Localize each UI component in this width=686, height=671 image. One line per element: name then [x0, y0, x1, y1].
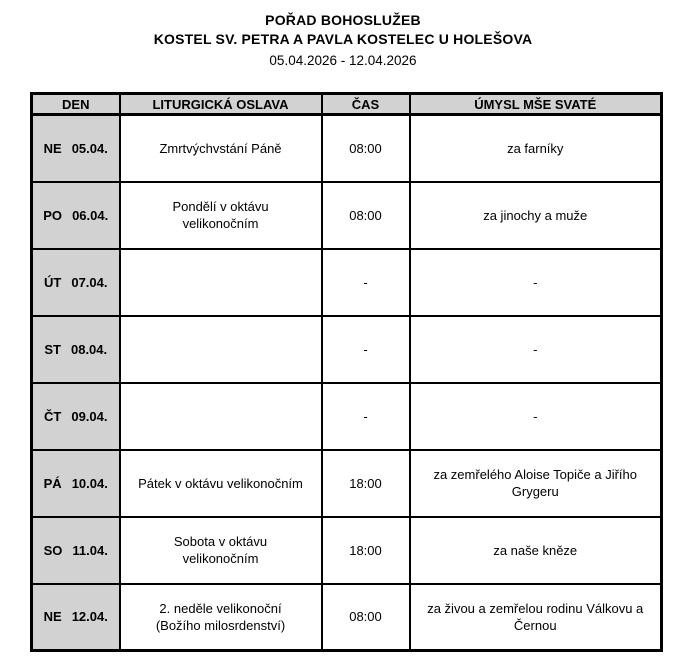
celebration-cell — [120, 249, 322, 316]
day-cell — [32, 517, 120, 584]
day-date: 08.04. — [70, 341, 108, 357]
intention-cell: za zemřelého Aloise Topiče a Jiřího Grygeru — [410, 450, 662, 517]
day-cell — [32, 383, 120, 450]
table-row — [32, 249, 662, 316]
intention-cell: za naše kněze — [410, 517, 662, 584]
celebration-cell: Pondělí v oktávu velikonočním — [120, 182, 322, 249]
day-cell — [32, 584, 120, 651]
day-date: 11.04. — [72, 542, 108, 558]
day-abbr: NE — [43, 140, 62, 156]
table-row — [32, 182, 662, 249]
day-cell — [32, 316, 120, 383]
day-date: 09.04. — [71, 408, 108, 424]
day-abbr: ST — [44, 341, 61, 357]
table-row — [32, 517, 662, 584]
time-cell: - — [322, 316, 410, 383]
celebration-cell: Zmrtvýchvstání Páně — [120, 115, 322, 182]
header-intention: ÚMYSL MŠE SVATÉ — [410, 94, 662, 115]
intention-cell: za živou a zemřelou rodinu Válkovu a Černou — [410, 584, 662, 651]
church-name: KOSTEL SV. PETRA A PAVLA KOSTELEC U HOLEŠOVA — [153, 31, 533, 47]
time-cell: 08:00 — [322, 115, 410, 182]
celebration-cell: Pátek v oktávu velikonočním — [120, 450, 322, 517]
intention-cell: za farníky — [410, 115, 662, 182]
day-abbr: SO — [43, 542, 63, 558]
day-date: 06.04. — [72, 207, 109, 223]
time-cell: 18:00 — [322, 517, 410, 584]
table-row — [32, 584, 662, 651]
day-abbr: PO — [43, 207, 63, 223]
day-cell — [32, 115, 120, 182]
time-cell: 08:00 — [322, 584, 410, 651]
day-cell — [32, 450, 120, 517]
celebration-cell — [120, 316, 322, 383]
day-abbr: PÁ — [43, 475, 62, 491]
day-date: 12.04. — [71, 609, 108, 625]
day-date: 07.04. — [71, 274, 108, 290]
intention-cell: - — [410, 249, 662, 316]
time-cell: - — [322, 383, 410, 450]
day-cell — [32, 249, 120, 316]
time-cell: 18:00 — [322, 450, 410, 517]
date-range: 05.04.2026 - 12.04.2026 — [269, 53, 417, 68]
header-celebration: LITURGICKÁ OSLAVA — [120, 94, 322, 115]
time-cell: - — [322, 249, 410, 316]
day-date: 05.04. — [71, 140, 108, 156]
day-abbr: ČT — [44, 408, 62, 424]
celebration-cell: 2. neděle velikonoční (Božího milosrdenství) — [120, 584, 322, 651]
day-abbr: NE — [43, 609, 62, 625]
title-block — [0, 0, 686, 71]
intention-cell: za jinochy a muže — [410, 182, 662, 249]
header-row — [32, 94, 662, 115]
time-cell: 08:00 — [322, 182, 410, 249]
mass-schedule-table — [30, 92, 663, 652]
intention-cell: - — [410, 316, 662, 383]
page-title: POŘAD BOHOSLUŽEB — [265, 12, 421, 28]
table-row — [32, 450, 662, 517]
day-abbr: ÚT — [44, 274, 62, 290]
table-row — [32, 115, 662, 182]
header-day: DEN — [32, 94, 120, 115]
intention-cell: - — [410, 383, 662, 450]
celebration-cell: Sobota v oktávu velikonočním — [120, 517, 322, 584]
day-cell — [32, 182, 120, 249]
celebration-cell — [120, 383, 322, 450]
table-row — [32, 316, 662, 383]
day-date: 10.04. — [71, 475, 108, 491]
header-time: ČAS — [322, 94, 410, 115]
table-row — [32, 383, 662, 450]
